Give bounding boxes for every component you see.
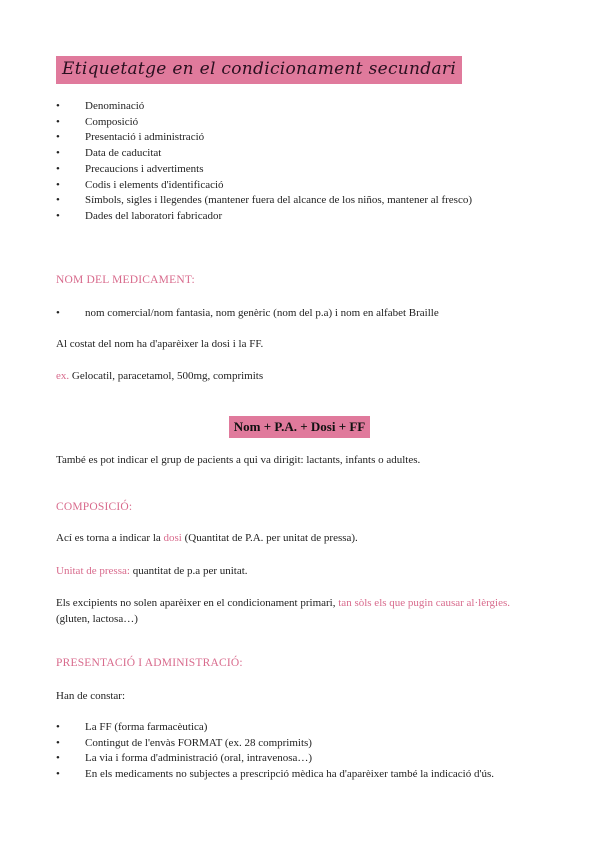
heading-nom: NOM DEL MEDICAMENT: [56, 274, 195, 286]
composicio-p1 [56, 531, 556, 547]
list-item: • Codis i elements d'identificació [56, 178, 576, 194]
list-item: • nom comercial/nom fantasia, nom genèric (nom del p.a) i nom en alfabet Braille [56, 306, 576, 322]
nom-paragraph-2: També es pot indicar el grup de pacients a qui va dirigit: lactants, infants o adultes. [56, 454, 421, 466]
formula: Nom + P.A. + Dosi + FF [229, 416, 371, 438]
heading-composicio: COMPOSICIÓ: [56, 501, 133, 513]
text-run: Ací es torna a indicar la [56, 532, 164, 544]
list-item: • Data de caducitat [56, 146, 576, 162]
list-item: • Precaucions i advertiments [56, 162, 576, 178]
list-item: • Presentació i administració [56, 130, 576, 146]
term-unitat: Unitat de pressa: [56, 565, 130, 577]
list-item: • Denominació [56, 99, 576, 115]
highlight-allergies: tan sòls els que pugin causar al·lèrgies. [338, 597, 511, 609]
list-item: • La FF (forma farmacèutica) [56, 720, 576, 736]
text-run: Els excipients no solen aparèixer en el condicionament primari, [56, 597, 339, 609]
list-item: • Dades del laboratori fabricador [56, 209, 576, 225]
text-run: (gluten, lactosa…) [56, 612, 138, 625]
nom-list [56, 306, 576, 322]
list-item: • Símbols, sigles i llegendes (mantener fuera del alcance de los niños, mantener al fresco) [56, 193, 576, 209]
example-line [56, 369, 556, 385]
nom-paragraph: Al costat del nom ha d'aparèixer la dosi i la FF. [56, 338, 264, 350]
heading-presentacio: PRESENTACIÓ I ADMINISTRACIÓ: [56, 657, 243, 669]
example-text: Gelocatil, paracetamol, 500mg, comprimits [69, 370, 264, 382]
example-label: ex. [56, 370, 70, 382]
text-run: quantitat de p.a per unitat. [129, 565, 248, 577]
composicio-p3 [56, 596, 526, 627]
text-run: (Quantitat de P.A. per unitat de pressa). [181, 532, 358, 544]
list-item: • Composició [56, 115, 576, 131]
presentacio-intro: Han de constar: [56, 690, 126, 702]
page-title: Etiquetatge en el condicionament secundari [56, 56, 462, 84]
highlight-dosi: dosi [163, 532, 182, 544]
formula-block [0, 416, 599, 438]
list-item: • Contingut de l'envàs FORMAT (ex. 28 comprimits) [56, 736, 576, 752]
list-item: • En els medicaments no subjectes a prescripció mèdica ha d'aparèixer també la indicació d'ús. [56, 767, 576, 783]
composicio-p2 [56, 564, 556, 580]
list-item: • La via i forma d'administració (oral, intravenosa…) [56, 751, 576, 767]
presentacio-list [56, 720, 576, 783]
title-block [56, 56, 462, 84]
section-list [56, 99, 576, 225]
